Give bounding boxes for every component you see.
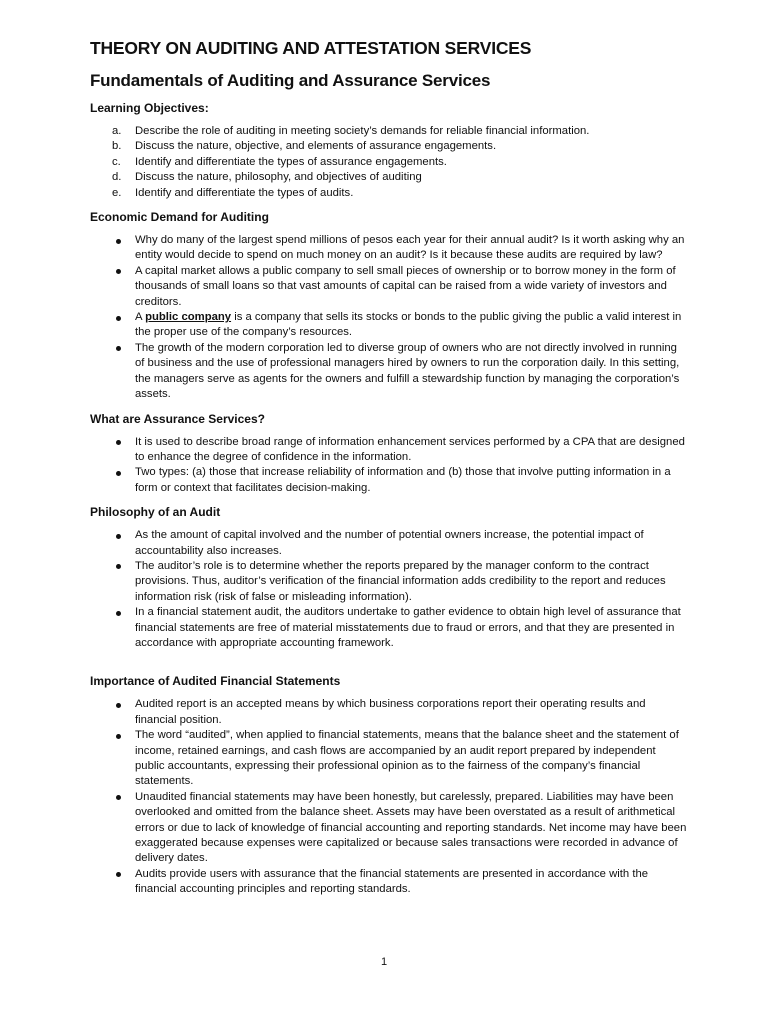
bullet-item [90,790,688,867]
bullet-item [90,341,688,403]
bullet-item [90,697,688,728]
bullet-item [90,310,688,341]
objective-marker: c. [112,155,121,168]
bullet-item [90,728,688,790]
bullet-item [90,528,688,559]
bullet-text: In a financial statement audit, the auditors undertake to gather evidence to obtain high level of assurance that financial statements are free of material misstatements due to fraud or errors, and that they are presented in accordance with appropriate accounting framework. [135,606,681,649]
bullet-text: The auditor’s role is to determine whether the reports prepared by the manager conform to the contract provisions. Thus, auditor’s verification of the financial information adds credibility to the report and reduces information risk (risk of false or misleading information). [135,559,666,603]
bullet-text: It is used to describe broad range of information enhancement services performed by a CPA that are designed to enhance the degree of confidence in the information. [135,435,685,463]
philosophy-list [90,528,688,651]
bullet-icon [116,534,121,539]
objective-text: Identify and differentiate the types of audits. [135,186,354,199]
objective-item [90,170,688,185]
section-spacer [90,660,688,674]
public-company-term: public company [145,311,232,324]
document-subtitle: Fundamentals of Auditing and Assurance Services [90,71,491,90]
philosophy-heading: Philosophy of an Audit [90,505,221,520]
bullet-text: A capital market allows a public company to sell small pieces of ownership or to borrow money in the form of thousands of small loans so that vast amounts of capital can be raised from a wide variety of investors and creditors. [135,264,676,308]
bullet-item [90,605,688,651]
bullet-item [90,435,688,466]
bullet-text: The word “audited”, when applied to financial statements, means that the balance sheet and the statement of income, retained earnings, and cash flows are accompanied by an audit report prepared by independent public accountants, expressing their professional opinion as to the fairness of the company’s financial statements. [135,729,679,788]
importance-heading: Importance of Audited Financial Statements [90,674,341,689]
assurance-services-heading: What are Assurance Services? [90,411,265,426]
objective-marker: b. [112,140,122,153]
importance-list [90,697,688,897]
learning-objectives-list [90,124,688,201]
bullet-icon [116,703,121,708]
document-title: THEORY ON AUDITING AND ATTESTATION SERVICES [90,38,532,58]
economic-demand-list [90,233,688,402]
bullet-icon [116,734,121,739]
page-number: 1 [380,956,388,968]
bullet-icon [116,471,121,476]
bullet-text: Unaudited financial statements may have been honestly, but carelessly, prepared. Liabilities may have been overlooked and omitted from the balance sheet. Assets may have been overstated as a result of arithmetical errors or due to lack of knowledge of financial accounting and reporting standards. Net income may have been exaggerated because expenses were capitalized or because sales transactions were recorded in advance of delivery dates. [135,790,687,865]
economic-demand-heading: Economic Demand for Auditing [90,210,269,225]
bullet-icon [116,316,121,321]
bullet-text: The growth of the modern corporation led to diverse group of owners who are not directly involved in running of business and the use of professional managers hired by owners to run the corporation daily. In this setting, the managers serve as agents for the owners and fulfill a stewardship function by managing the corporation’s assets. [135,341,680,401]
bullet-item [90,465,688,496]
bullet-icon [116,440,121,445]
bullet-icon [116,346,121,351]
bullet-text: Audits provide users with assurance that the financial statements are presented in accordance with the financial accounting principles and reporting standards. [135,867,649,896]
objective-item [90,124,688,139]
bullet-icon [116,239,121,244]
bullet-text: Two types: (a) those that increase reliability of information and (b) those that involve putting information in a form or context that facilitates decision-making. [135,466,671,494]
bullet-text: As the amount of capital involved and the number of potential owners increase, the potential impact of accountability also increases. [135,529,644,557]
objective-item [90,139,688,154]
objective-marker: d. [112,171,122,184]
objective-text: Discuss the nature, philosophy, and objectives of auditing [135,171,422,184]
objective-item [90,186,688,201]
objective-text: Identify and differentiate the types of assurance engagements. [135,155,447,168]
objective-marker: e. [112,186,122,199]
bullet-item [90,233,688,264]
bullet-item [90,559,688,605]
bullet-item [90,264,688,310]
bullet-icon [116,269,121,274]
objective-item [90,155,688,170]
bullet-icon [116,611,121,616]
objective-text: Describe the role of auditing in meeting society’s demands for reliable financial information. [135,125,590,137]
bullet-icon [116,795,121,800]
bullet-text: Audited report is an accepted means by which business corporations report their operating results and financial position. [135,698,646,726]
bullet-icon [116,872,121,877]
bullet-icon [116,564,121,569]
objective-marker: a. [112,125,122,137]
objective-text: Discuss the nature, objective, and elements of assurance engagements. [135,140,497,153]
bullet-text: Why do many of the largest spend millions of pesos each year for their annual audit? Is it worth asking why an entity would decide to spend on much money on an audit? Is it because these audits are required by law? [135,234,685,262]
learning-objectives-heading: Learning Objectives: [90,101,209,115]
bullet-text-prefix: A [135,311,146,324]
bullet-item [90,867,688,898]
assurance-services-list [90,435,688,497]
bullet-text-rest: is a company that sells its stocks or bonds to the public giving the public a valid interest in the proper use of the company’s resources. [135,311,682,339]
